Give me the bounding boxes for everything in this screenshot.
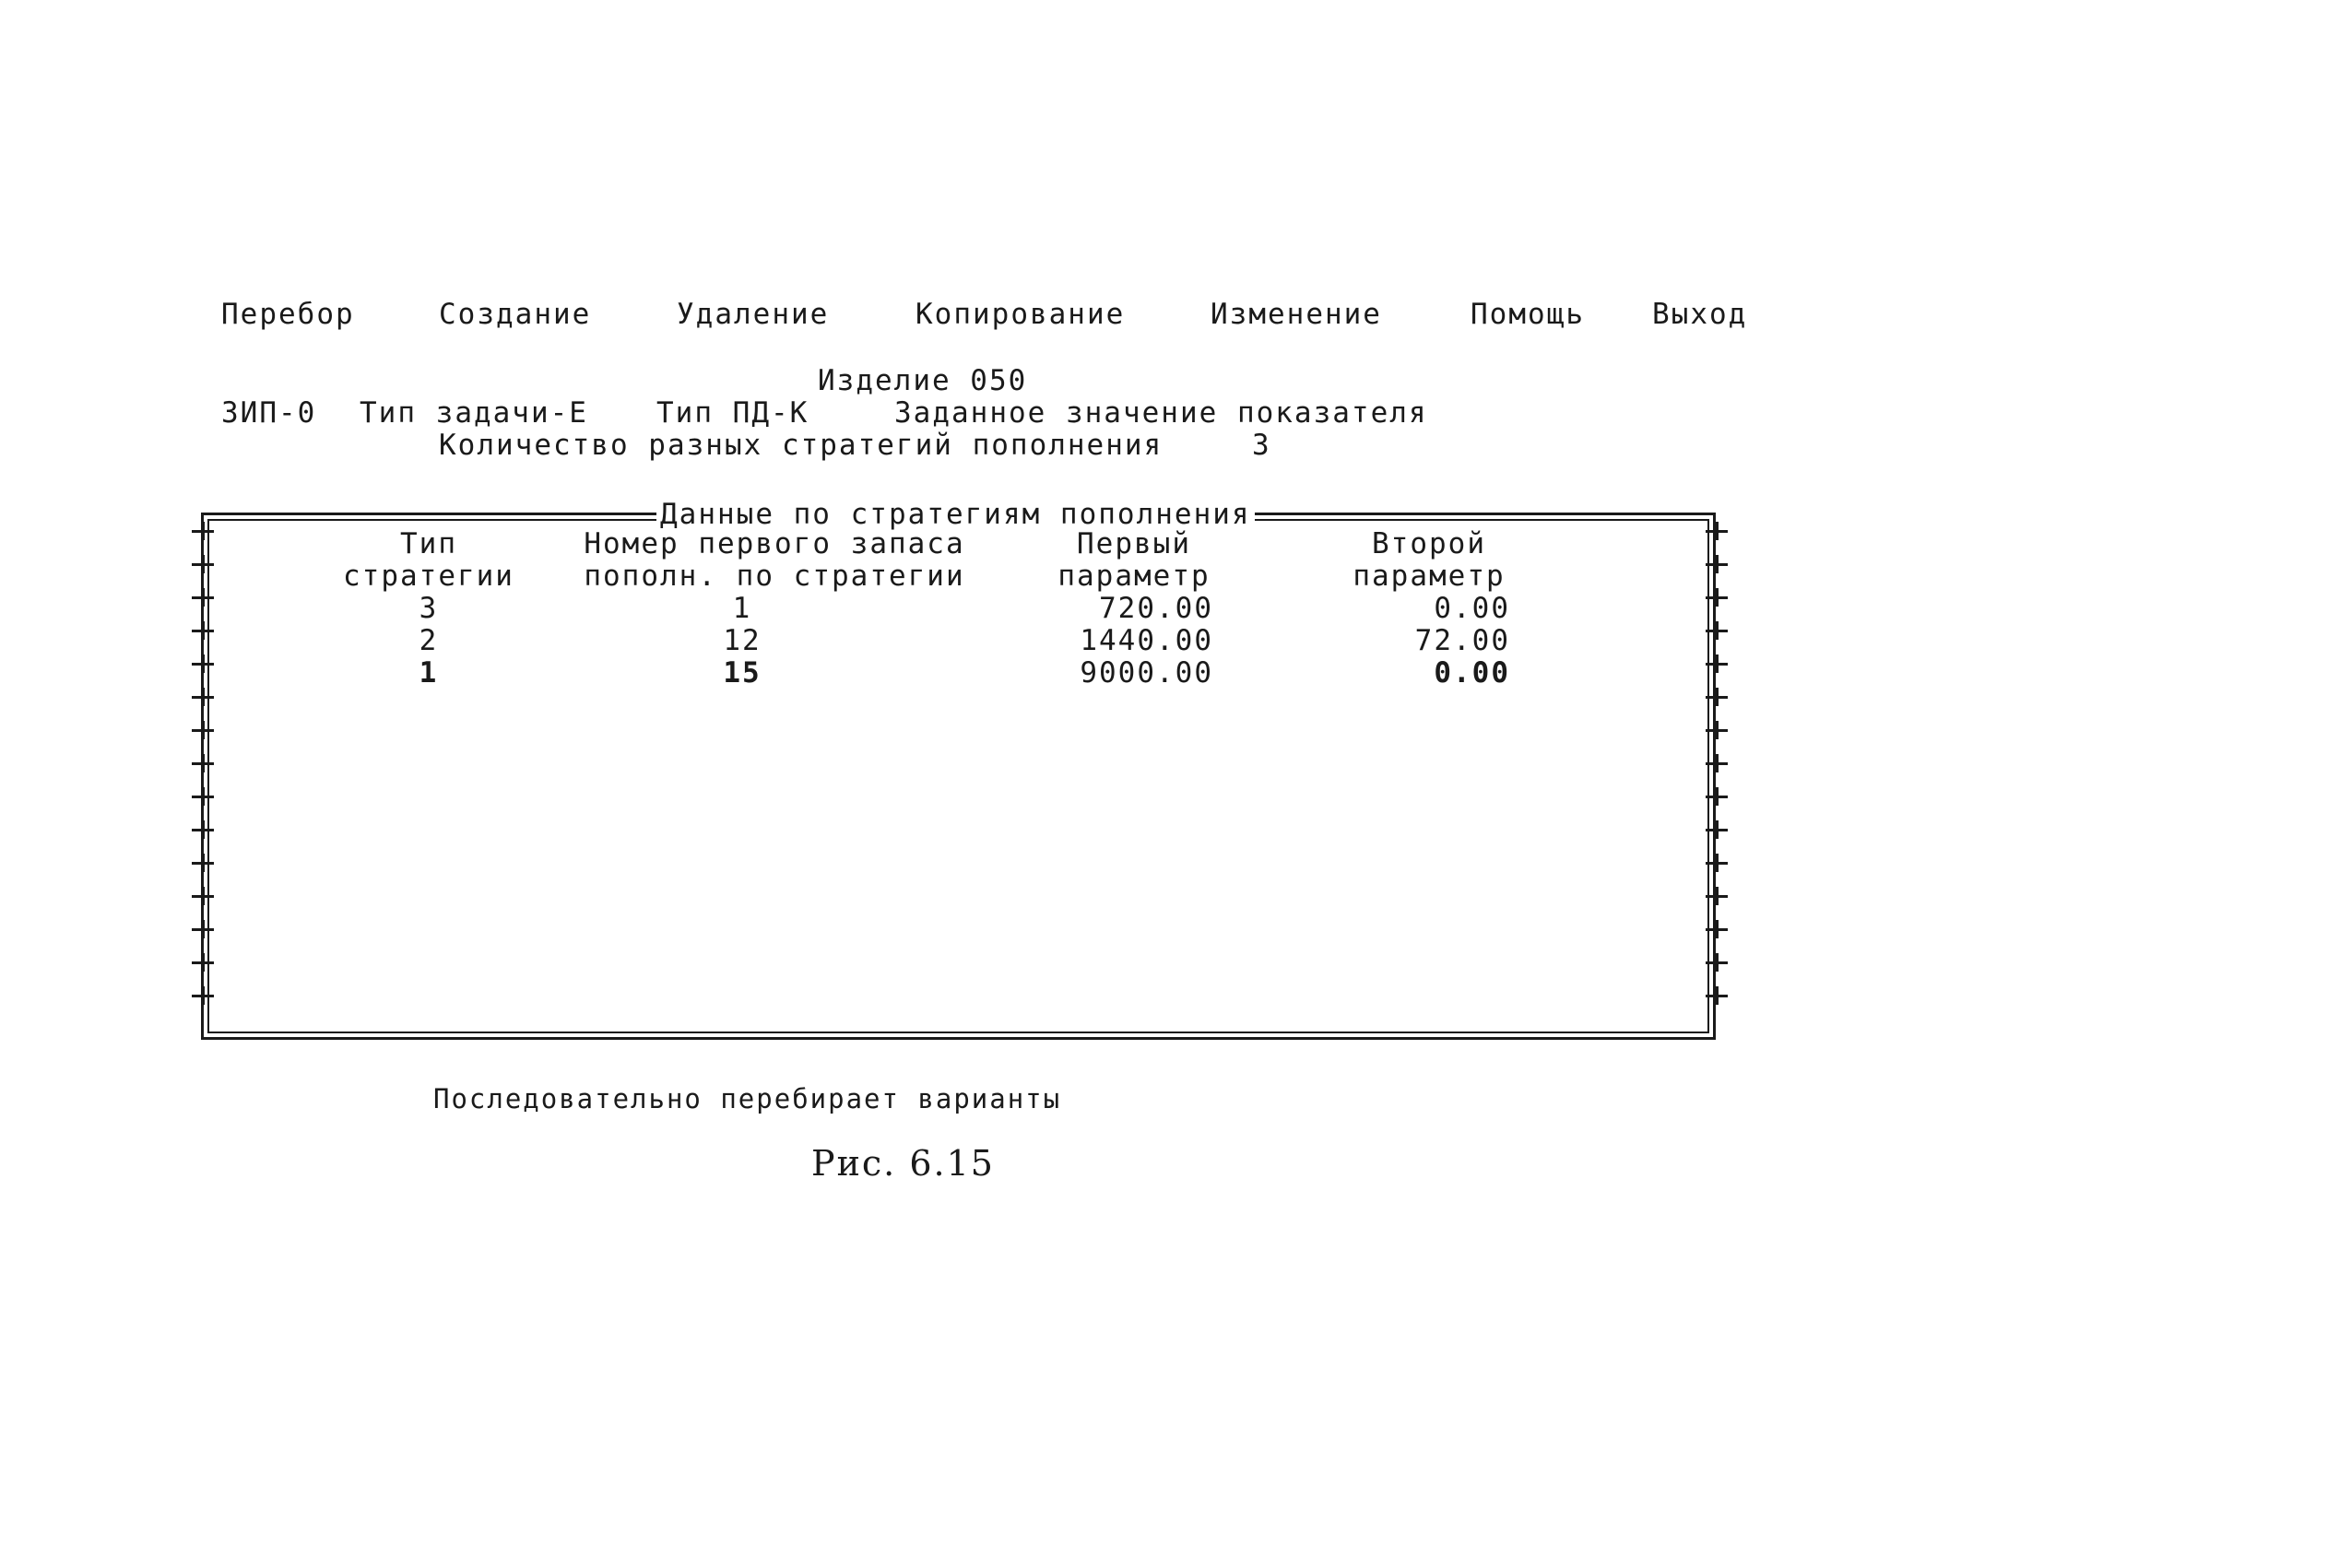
col-type-line2: стратегии: [343, 560, 514, 593]
border-tick-left-v: [202, 555, 205, 573]
border-tick-right-v: [1716, 754, 1719, 772]
task-type-label: Тип задачи-Е: [360, 396, 588, 430]
border-tick-right-v: [1716, 787, 1719, 806]
figure-caption: Рис. 6.15: [811, 1143, 995, 1184]
strategies-count-label: Количество разных стратегий пополнения: [439, 429, 1164, 462]
border-tick-left-v: [202, 654, 205, 673]
border-tick-left-v: [202, 986, 205, 1005]
border-tick-left-v: [202, 721, 205, 739]
border-tick-left-v: [202, 621, 205, 640]
border-tick-right-v: [1716, 588, 1719, 607]
menu-item-kopirovanie[interactable]: Копирование: [916, 298, 1126, 331]
menu-item-pomosch[interactable]: Помощь: [1471, 298, 1585, 331]
menu-item-perebor[interactable]: Перебор: [221, 298, 355, 331]
cell-param1: 9000.00: [1080, 656, 1213, 690]
menu-item-izmenenie[interactable]: Изменение: [1211, 298, 1382, 331]
border-tick-right-v: [1716, 920, 1719, 938]
border-tick-left-v: [202, 787, 205, 806]
border-tick-left-v: [202, 754, 205, 772]
border-tick-left-v: [202, 887, 205, 905]
border-tick-right-v: [1716, 654, 1719, 673]
cell-param2: 0.00: [1434, 656, 1510, 690]
border-tick-right-v: [1716, 820, 1719, 839]
target-value-label: Заданное значение показателя: [894, 396, 1428, 430]
border-tick-left-v: [202, 920, 205, 938]
col-param1-line2: параметр: [1057, 560, 1211, 593]
border-tick-left-v: [202, 854, 205, 872]
border-tick-left-v: [202, 522, 205, 540]
col-param2-line1: Второй: [1372, 527, 1486, 560]
border-tick-right-v: [1716, 986, 1719, 1005]
menu-item-udalenie[interactable]: Удаление: [677, 298, 830, 331]
border-tick-right-v: [1716, 953, 1719, 972]
strategies-count-value: 3: [1252, 429, 1271, 462]
zip-label: ЗИП-0: [221, 396, 317, 430]
border-tick-right-v: [1716, 522, 1719, 540]
cell-type: 2: [419, 624, 439, 657]
menu-item-sozdanie[interactable]: Создание: [439, 298, 592, 331]
menu-item-vyhod[interactable]: Выход: [1652, 298, 1748, 331]
border-tick-right-v: [1716, 887, 1719, 905]
cell-type: 1: [419, 656, 439, 690]
border-tick-left-v: [202, 820, 205, 839]
border-tick-right-v: [1716, 555, 1719, 573]
border-tick-left-v: [202, 953, 205, 972]
status-hint: Последовательно перебирает варианты: [433, 1083, 1062, 1114]
cell-param2: 72.00: [1414, 624, 1510, 657]
border-tick-right-v: [1716, 721, 1719, 739]
border-tick-right-v: [1716, 621, 1719, 640]
cell-first-stock: 12: [723, 624, 762, 657]
cell-param2: 0.00: [1434, 592, 1510, 625]
cell-param1: 720.00: [1099, 592, 1213, 625]
col-first-stock-line2: пополн. по стратегии: [584, 560, 965, 593]
product-title: Изделие 050: [818, 364, 1028, 397]
border-tick-right-v: [1716, 854, 1719, 872]
col-type-line1: Тип: [400, 527, 457, 560]
border-tick-left-v: [202, 588, 205, 607]
border-tick-left-v: [202, 688, 205, 706]
cell-type: 3: [419, 592, 439, 625]
cell-param1: 1440.00: [1080, 624, 1213, 657]
pd-type-label: Тип ПД-К: [656, 396, 809, 430]
col-first-stock-line1: Номер первого запаса: [584, 527, 965, 560]
cell-first-stock: 15: [723, 656, 762, 690]
panel-title: Данные по стратегиям пополнения: [656, 498, 1255, 531]
col-param1-line1: Первый: [1077, 527, 1191, 560]
border-tick-right-v: [1716, 688, 1719, 706]
cell-first-stock: 1: [732, 592, 752, 625]
col-param2-line2: параметр: [1353, 560, 1506, 593]
